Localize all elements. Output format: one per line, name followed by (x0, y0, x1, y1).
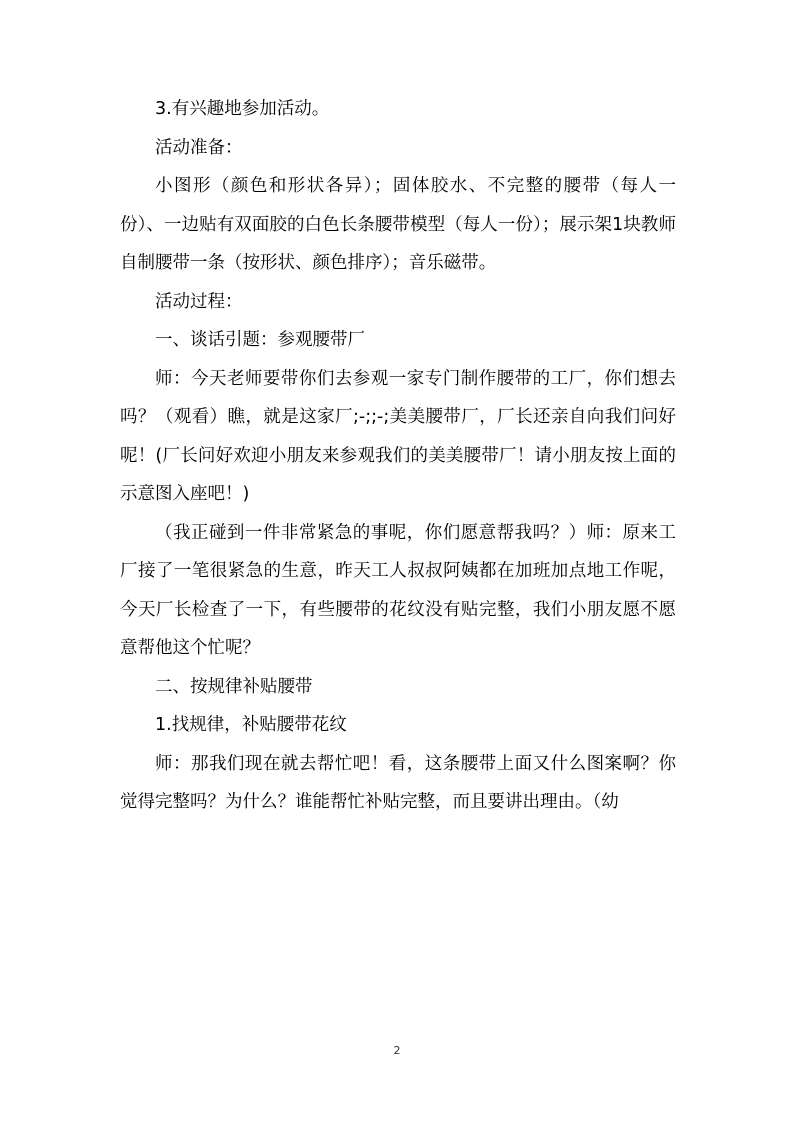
section-heading-1: 一、谈话引题：参观腰带厂 (155, 330, 365, 350)
paragraph-materials: 小图形（颜色和形状各异）；固体胶水、不完整的腰带（每人一份）、一边贴有双面胶的白色长条腰带模型（每人一份）；展示架1块教师自制腰带一条（按形状、颜色排序）；音乐磁带。 (120, 176, 676, 273)
paragraph-urgent-request: （我正碰到一件非常紧急的事呢，你们愿意帮我吗？）师：原来工厂接了一笔很紧急的生意，昨天工人叔叔阿姨都在加班加点地工作呢，今天厂长检查了一下，有些腰带的花纹没有贴完整，我们小朋友愿不愿意帮他这个忙呢？ (120, 522, 676, 658)
paragraph-teacher-task: 师：那我们现在就去帮忙吧！看，这条腰带上面又什么图案啊？你觉得完整吗？为什么？谁能帮忙补贴完整，而且要讲出理由。（幼 (120, 753, 676, 812)
section-heading-2: 二、按规律补贴腰带 (155, 676, 313, 697)
paragraph-process-heading: 活动过程： (155, 291, 243, 312)
page-number: 2 (393, 1044, 401, 1057)
paragraph-preparation-heading: 活动准备： (155, 137, 243, 158)
subsection-heading-1: 1.找规律，补贴腰带花纹 (155, 715, 347, 735)
paragraph-goal-3: 3.有兴趣地参加活动。 (155, 99, 330, 119)
document-body (120, 90, 676, 822)
paragraph-teacher-intro: 师：今天老师要带你们去参观一家专门制作腰带的工厂，你们想去吗？（观看）瞧，就是这家厂;-;;-;美美腰带厂，厂长还亲自向我们问好呢！(厂长问好欢迎小朋友来参观我们的美美腰带厂！请小朋友按上面的示意图入座吧！) (120, 368, 676, 504)
